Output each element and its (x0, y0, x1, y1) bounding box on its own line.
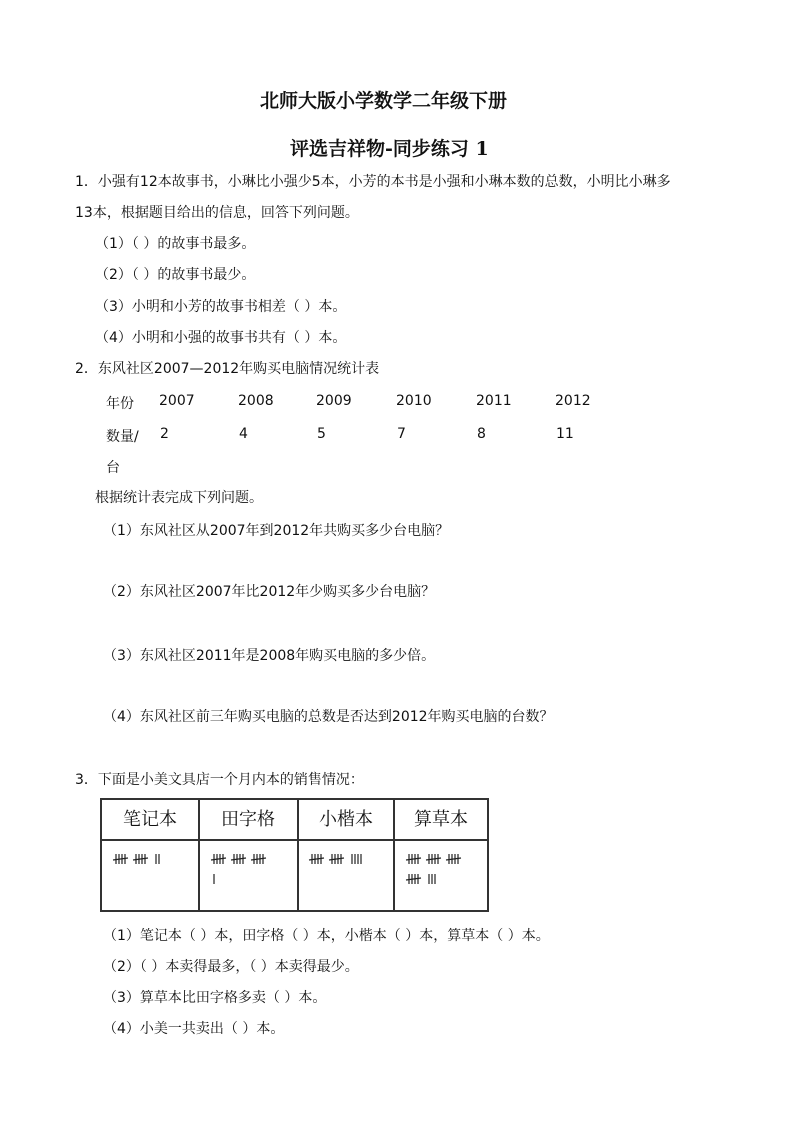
q1-sub-1: （1）（ ）的故事书最多。 (95, 236, 256, 252)
q1-sub-3: （3）小明和小芳的故事书相差（ ）本。 (95, 299, 347, 315)
q2-sub-3: （3）东风社区2011年是2008年购买电脑的多少倍。 (103, 648, 436, 664)
q3-sub-4: （4）小美一共卖出（ ）本。 (103, 1021, 285, 1037)
tally-header-grid-book: 田字格 (221, 809, 275, 830)
page-subtitle: 评选吉祥物-同步练习 1 (290, 138, 489, 160)
q2-title: 2．东风社区2007—2012年购买电脑情况统计表 (75, 361, 380, 377)
tally-header-small-script-book: 小楷本 (319, 809, 373, 830)
q1-sub-4: （4）小明和小强的故事书共有（ ）本。 (95, 330, 347, 346)
q3-tally-table (100, 798, 489, 912)
q3-sub-2: （2）（ ）本卖得最多，（ ）本卖得最少。 (103, 959, 359, 975)
table-row-label-count: 数量/ (106, 429, 139, 445)
q1-sub-2: （2）（ ）的故事书最少。 (95, 267, 256, 283)
table-cell-year: 2010 (396, 393, 432, 409)
table-row-label-year: 年份 (106, 396, 134, 412)
tally-group (113, 854, 159, 864)
table-cell-count: 8 (477, 426, 486, 442)
table-cell-count: 7 (397, 426, 406, 442)
q1-text-line2: 13本，根据题目给出的信息，回答下列问题。 (75, 205, 359, 221)
q2-sub-2: （2）东风社区2007年比2012年少购买多少台电脑？ (103, 584, 436, 600)
q3-sub-1: （1）笔记本（ ）本，田字格（ ）本，小楷本（ ）本，算草本（ ）本。 (103, 928, 550, 944)
table-row-label-count-unit: 台 (106, 460, 120, 476)
tally-marks-area (102, 841, 487, 911)
table-cell-year: 2011 (476, 393, 512, 409)
table-cell-count: 2 (160, 426, 169, 442)
q3-title: 3．下面是小美文具店一个月内本的销售情况： (75, 772, 364, 788)
q2-sub-4: （4）东风社区前三年购买电脑的总数是否达到2012年购买电脑的台数？ (103, 709, 554, 725)
table-cell-year: 2012 (555, 393, 591, 409)
tally-group (211, 854, 266, 864)
table-cell-year: 2008 (238, 393, 274, 409)
q3-sub-3: （3）算草本比田字格多卖（ ）本。 (103, 990, 327, 1006)
tally-header-notebook: 笔记本 (123, 809, 177, 830)
page-title: 北师大版小学数学二年级下册 (260, 90, 508, 112)
q1-text-line1: 1．小强有12本故事书，小琳比小强少5本，小芳的本书是小强和小琳本数的总数，小明比小琳多 (75, 174, 671, 190)
table-cell-count: 11 (556, 426, 574, 442)
q2-sub-1: （1）东风社区从2007年到2012年共购买多少台电脑？ (103, 523, 450, 539)
table-cell-year: 2009 (316, 393, 352, 409)
q2-intro: 根据统计表完成下列问题。 (95, 490, 263, 506)
tally-group (406, 854, 461, 864)
table-cell-count: 4 (239, 426, 248, 442)
tally-group (309, 854, 361, 864)
tally-group (406, 874, 435, 884)
table-cell-count: 5 (317, 426, 326, 442)
table-cell-year: 2007 (159, 393, 195, 409)
tally-header-draft-book: 算草本 (414, 809, 468, 830)
tally-table-header-row (102, 800, 487, 841)
